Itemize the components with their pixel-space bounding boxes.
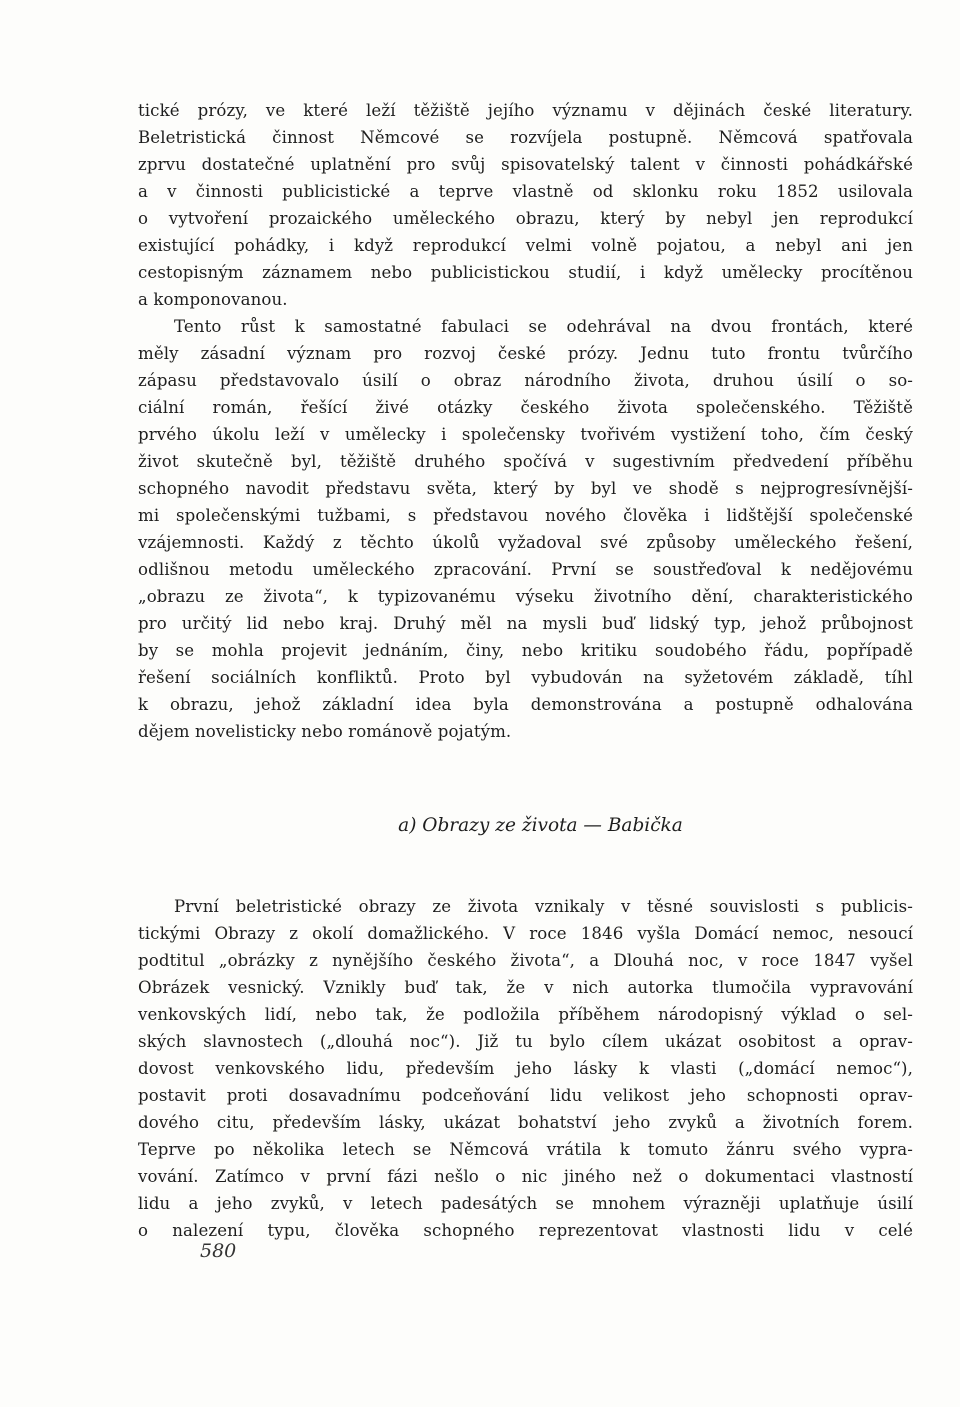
text-line: by se mohla projevit jednáním, činy, nebo kritiku soudobého řádu, popřípadě — [138, 641, 913, 660]
text-line: pro určitý lid nebo kraj. Druhý měl na mysli buď lidský typ, jehož průbojnost — [138, 614, 913, 633]
paragraph-2 — [138, 313, 913, 745]
paragraph-3 — [138, 893, 913, 1244]
text-line: odlišnou metodu uměleckého zpracování. První se soustřeďoval k nedějovému — [138, 560, 913, 579]
text-line: Obrázek vesnický. Vznikly buď tak, že v nich autorka tlumočila vypravování — [138, 978, 913, 997]
text-line: dějem novelisticky nebo románově pojatým. — [138, 722, 512, 741]
text-line: řešení sociálních konfliktů. Proto byl vybudován na syžetovém základě, tíhl — [138, 668, 913, 687]
text-line: Tento růst k samostatné fabulaci se odehrával na dvou frontách, které — [174, 317, 913, 336]
text-line: dového citu, především lásky, ukázat bohatství jeho zvyků a životních forem. — [138, 1113, 913, 1132]
text-line: zápasu představovalo úsilí o obraz národního života, druhou úsilí o so- — [138, 371, 913, 390]
text-line: tickými Obrazy z okolí domažlického. V roce 1846 vyšla Domácí nemoc, nesoucí — [138, 924, 913, 943]
text-line: dovost venkovského lidu, především jeho lásky k vlasti („domácí nemoc“), — [138, 1059, 913, 1078]
text-line: zprvu dostatečné uplatnění pro svůj spisovatelský talent v činnosti pohádkářské — [138, 155, 913, 174]
text-line: venkovských lidí, nebo tak, že podložila příběhem národopisný výklad o sel- — [138, 1005, 913, 1024]
text-line: Beletristická činnost Němcové se rozvíjela postupně. Němcová spatřovala — [138, 128, 913, 147]
text-line: ciální román, řešící živé otázky českého života společenského. Těžiště — [138, 398, 913, 417]
text-line: tické prózy, ve které leží těžiště jejího významu v dějinách české literatury. — [138, 101, 913, 120]
text-line: Teprve po několika letech se Němcová vrátila k tomuto žánru svého vypra- — [138, 1140, 913, 1159]
text-line: cestopisným záznamem nebo publicistickou studií, i když umělecky procítěnou — [138, 263, 913, 282]
text-line: měly zásadní význam pro rozvoj české prózy. Jednu tuto frontu tvůrčího — [138, 344, 913, 363]
section-heading: a) Obrazy ze života — Babička — [398, 815, 683, 836]
text-line: vování. Zatímco v první fázi nešlo o nic jiného než o dokumentaci vlastností — [138, 1167, 913, 1186]
text-line: a komponovanou. — [138, 290, 288, 309]
paragraph-1 — [138, 97, 913, 313]
spacer — [138, 841, 913, 893]
text-line: o nalezení typu, člověka schopného reprezentovat vlastnosti lidu v celé — [138, 1221, 913, 1240]
text-line: „obrazu ze života“, k typizovanému výseku životního dění, charakteristického — [138, 587, 913, 606]
page-body — [138, 97, 913, 1244]
text-line: podtitul „obrázky z nynějšího českého života“, a Dlouhá noc, v roce 1847 vyšel — [138, 951, 913, 970]
text-line: vzájemnosti. Každý z těchto úkolů vyžadoval své způsoby uměleckého řešení, — [138, 533, 913, 552]
text-line: k obrazu, jehož základní idea byla demonstrována a postupně odhalována — [138, 695, 913, 714]
text-line: ských slavnostech („dlouhá noc“). Již tu bylo cílem ukázat osobitost a oprav- — [138, 1032, 913, 1051]
text-line: První beletristické obrazy ze života vznikaly v těsné souvislosti s publicis- — [174, 897, 913, 916]
text-line: prvého úkolu leží v umělecky i společensky tvořivém vystižení toho, čím český — [138, 425, 913, 444]
text-line: o vytvoření prozaického uměleckého obrazu, který by nebyl jen reprodukcí — [138, 209, 913, 228]
text-line: existující pohádky, i když reprodukcí velmi volně pojatou, a nebyl ani jen — [138, 236, 913, 255]
text-line: schopného navodit představu světa, který by byl ve shodě s nejprogresívnější- — [138, 479, 913, 498]
text-line: a v činnosti publicistické a teprve vlastně od sklonku roku 1852 usilovala — [138, 182, 913, 201]
text-line: život skutečně byl, těžiště druhého spočívá v sugestivním předvedení příběhu — [138, 452, 913, 471]
text-line: lidu a jeho zvyků, v letech padesátých se mnohem výrazněji uplatňuje úsilí — [138, 1194, 913, 1213]
spacer — [138, 745, 913, 811]
text-line: mi společenskými tužbami, s představou nového člověka i lidštější společenské — [138, 506, 913, 525]
page-number: 580 — [200, 1240, 237, 1262]
text-line: postavit proti dosavadnímu podceňování lidu velikost jeho schopnosti oprav- — [138, 1086, 913, 1105]
